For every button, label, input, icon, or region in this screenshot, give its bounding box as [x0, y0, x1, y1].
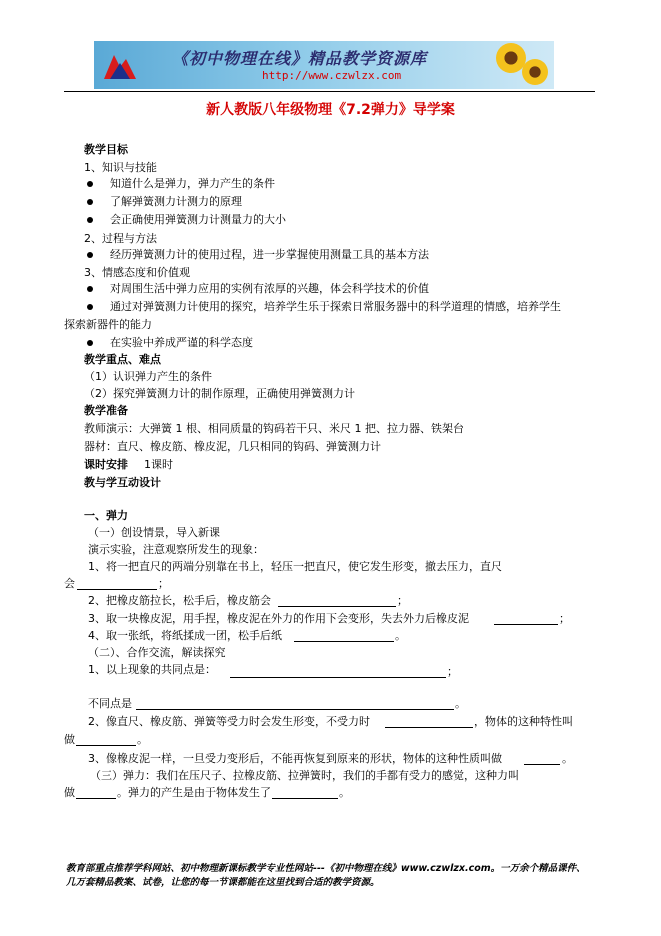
- section-heading: 一、弹力: [84, 509, 128, 522]
- bullet-icon: [87, 252, 93, 258]
- elastic-force-line2-mid: 。弹力的产生是由于物体发生了: [117, 786, 271, 799]
- goals-heading: 教学目标: [84, 143, 128, 156]
- answer-blank[interactable]: [76, 745, 136, 746]
- elastic-force-line2: 做: [64, 786, 75, 799]
- answer-blank[interactable]: [494, 624, 558, 625]
- bullet-icon: [87, 304, 93, 310]
- bullet-icon: [87, 217, 93, 223]
- footer-line: 教育部重点推荐学科网站、初中物理新课标教学专业性网站---《初中物理在线》www.czwlzx.com。一万余个精品课件、: [66, 863, 586, 874]
- keypoint-item: （1）认识弹力产生的条件: [84, 370, 212, 383]
- question-1: 1、将一把直尺的两端分别靠在书上，轻压一把直尺，使它发生形变，撤去压力，直尺: [88, 560, 502, 573]
- list-item-continued: 探索新器件的能力: [64, 318, 152, 331]
- list-item: 知道什么是弹力，弹力产生的条件: [110, 177, 275, 190]
- question-3-suffix: ；: [559, 612, 570, 625]
- question-c3: 3、像橡皮泥一样，一旦受力变形后，不能再恢复到原来的形状，物体的这种性质叫做: [88, 752, 502, 765]
- question-2: 2、把橡皮筋拉长，松手后，橡皮筋会: [88, 594, 271, 607]
- question-2-suffix: ；: [397, 594, 408, 607]
- question-c2-line2-suffix: 。: [137, 733, 148, 746]
- header-banner: [94, 41, 554, 89]
- subsection-heading: （一）创设情景，导入新课: [88, 526, 220, 539]
- bullet-icon: [87, 199, 93, 205]
- footer-line: 几万套精品教案、试卷，让您的每一节课都能在这里找到合适的教学资源。: [66, 877, 380, 888]
- interaction-heading: 教与学互动设计: [84, 476, 161, 489]
- list-item: 了解弹簧测力计测力的原理: [110, 195, 242, 208]
- answer-blank[interactable]: [77, 589, 157, 590]
- list-item: 通过对弹簧测力计使用的探究，培养学生乐于探索日常服务器中的科学道理的情感，培养学生: [110, 300, 561, 313]
- answer-blank[interactable]: [294, 641, 394, 642]
- banner-title: 《初中物理在线》精品教学资源库: [172, 49, 428, 68]
- banner-url: http://www.czwlzx.com: [262, 69, 402, 82]
- header-divider: [64, 91, 595, 92]
- elastic-force-text: （三）弹力：我们在压尺子、拉橡皮筋、拉弹簧时，我们的手都有受力的感觉，这种力叫: [90, 769, 519, 782]
- question-c2-suffix: ，物体的这种特性叫: [474, 715, 573, 728]
- list-item: 对周围生活中弹力应用的实例有浓厚的兴趣，体会科学技术的价值: [110, 282, 429, 295]
- question-c2: 2、像直尺、橡皮筋、弹簧等受力时会发生形变，不受力时: [88, 715, 370, 728]
- answer-blank[interactable]: [76, 798, 116, 799]
- list-item: 在实验中养成严谨的科学态度: [110, 336, 253, 349]
- difference-suffix: 。: [455, 697, 466, 710]
- prep-heading: 教学准备: [84, 404, 128, 417]
- difference-prompt: 不同点是: [88, 697, 132, 710]
- keypoint-item: （2）探究弹簧测力计的制作原理，正确使用弹簧测力计: [84, 387, 355, 400]
- answer-blank[interactable]: [278, 606, 396, 607]
- question-1-prefix: 会: [64, 577, 75, 590]
- answer-blank[interactable]: [230, 677, 446, 678]
- answer-blank[interactable]: [272, 798, 338, 799]
- prep-demo: 教师演示：大弹簧 1 根、相同质量的钩码若干只、米尺 1 把、拉力器、铁架台: [84, 422, 464, 435]
- question-1-suffix: ；: [158, 577, 169, 590]
- question-3: 3、取一块橡皮泥，用手捏，橡皮泥在外力的作用下会变形，失去外力后橡皮泥: [88, 612, 469, 625]
- page-title: 新人教版八年级物理《7.2弹力》导学案: [206, 102, 455, 118]
- answer-blank[interactable]: [136, 709, 454, 710]
- sunflower-icon: [522, 59, 548, 85]
- bullet-icon: [87, 286, 93, 292]
- elastic-force-line2-suffix: 。: [339, 786, 350, 799]
- goals-section-2: 2、过程与方法: [84, 232, 157, 245]
- goals-section-3: 3、情感态度和价值观: [84, 266, 190, 279]
- site-logo-icon: [100, 49, 140, 83]
- question-c2-line2: 做: [64, 733, 75, 746]
- prep-equipment: 器材：直尺、橡皮筋、橡皮泥，几只相同的钩码、弹簧测力计: [84, 440, 381, 453]
- bullet-icon: [87, 340, 93, 346]
- question-c3-suffix: 。: [562, 752, 573, 765]
- common-point-suffix: ；: [447, 665, 458, 678]
- schedule-value: 1课时: [144, 458, 173, 471]
- keypoints-heading: 教学重点、难点: [84, 353, 161, 366]
- answer-blank[interactable]: [385, 727, 473, 728]
- question-4: 4、取一张纸，将纸揉成一团，松手后纸: [88, 629, 282, 642]
- answer-blank[interactable]: [524, 764, 560, 765]
- intro-text: 演示实验，注意观察所发生的现象：: [88, 543, 264, 556]
- goals-section-1: 1、知识与技能: [84, 161, 157, 174]
- list-item: 会正确使用弹簧测力计测量力的大小: [110, 213, 286, 226]
- common-point-prompt: 1、以上现象的共同点是：: [88, 663, 216, 676]
- bullet-icon: [87, 181, 93, 187]
- question-4-suffix: 。: [395, 629, 406, 642]
- schedule-label: 课时安排: [84, 458, 128, 471]
- list-item: 经历弹簧测力计的使用过程，进一步掌握使用测量工具的基本方法: [110, 248, 429, 261]
- subsection-heading: （二）、合作交流，解读探究: [88, 646, 226, 659]
